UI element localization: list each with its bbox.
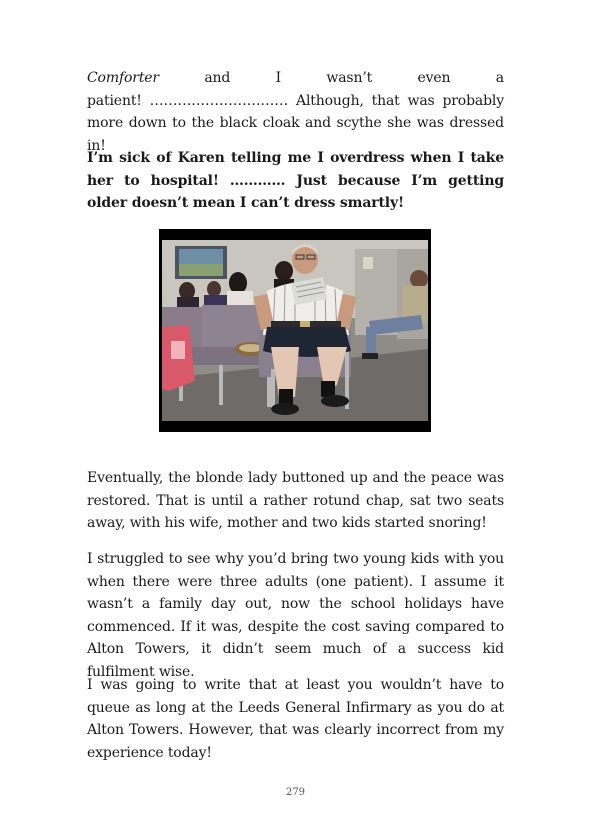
- waiting-room-photo: [159, 229, 431, 432]
- word: I: [275, 70, 282, 86]
- paragraph-1-rest: patient! ………………………… Although, that was probably more down to the black cloak and scythe she was dressed in!: [87, 92, 504, 154]
- word: even: [417, 70, 451, 86]
- comforter-word: Comforter: [87, 70, 159, 86]
- paragraph-5: I was going to write that at least you wouldn’t have to queue as long at the Leeds General Infirmary as you do at Alton Towers. However, that was clearly incorrect from my experience today!: [87, 677, 504, 761]
- word: a: [495, 70, 504, 86]
- page-number: 279: [285, 787, 306, 798]
- word: and: [204, 70, 231, 86]
- paragraph-2-bold-quote: I’m sick of Karen telling me I overdress when I take her to hospital! ………… Just because I’m getting older doesn’t mean I can’t dress smartly!: [87, 150, 504, 211]
- paragraph-1: [87, 67, 504, 157]
- paragraph-3: Eventually, the blonde lady buttoned up and the peace was restored. That is until a rather rotund chap, sat two seats away, with his wife, mother and two kids started snoring!: [87, 470, 504, 531]
- word: wasn’t: [326, 70, 373, 86]
- paragraph-4: I struggled to see why you’d bring two young kids with you when there were three adults (one patient). I assume it wasn’t a family day out, now the school holidays have commenced. If it was, despite the cost saving compared to Alton Towers, it didn’t seem much of a success kid fulfilment wise.: [87, 551, 504, 680]
- paragraph-1-first-line: [87, 67, 504, 90]
